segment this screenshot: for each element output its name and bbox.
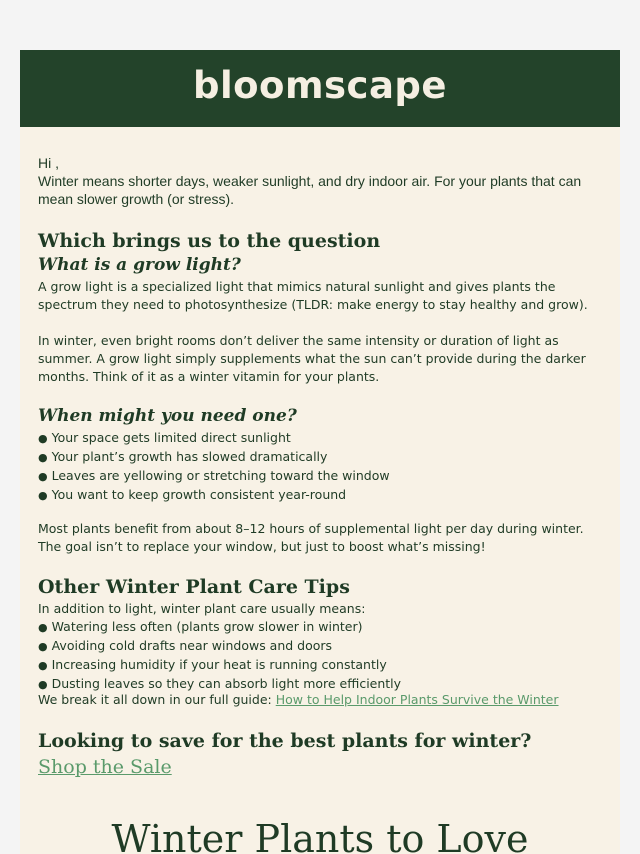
email-header <box>20 50 620 127</box>
list-item: ● Increasing humidity if your heat is running constantly <box>38 656 604 675</box>
tips-intro: In addition to light, winter plant care usually means: <box>38 601 366 616</box>
greeting-text: Hi , <box>38 155 59 171</box>
need-one-list <box>38 429 604 505</box>
guide-prefix: We break it all down in our full guide: <box>38 692 276 707</box>
list-item: ● Leaves are yellowing or stretching toward the window <box>38 467 604 486</box>
list-item: ● Your plant’s growth has slowed dramatically <box>38 448 604 467</box>
winter-plants-title: Winter Plants to Love <box>111 817 529 854</box>
list-item: ● Dusting leaves so they can absorb light more efficiently <box>38 675 604 694</box>
grow-light-paragraph-2: In winter, even bright rooms don’t deliver the same intensity or duration of light as summer. A grow light simply supplements what the sun can’t provide during the darker months. Think of it as a winter vitamin for your plants. <box>38 333 586 384</box>
list-item: ● Watering less often (plants grow slower in winter) <box>38 618 604 637</box>
winter-guide-link[interactable]: How to Help Indoor Plants Survive the Winter <box>275 692 559 707</box>
grow-light-paragraph-1: A grow light is a specialized light that mimics natural sunlight and gives plants the spectrum they need to photosynthesize (TLDR: make energy to stay healthy and grow). <box>38 279 588 312</box>
grow-light-subheading: What is a grow light? <box>38 255 241 275</box>
list-item: ● Avoiding cold drafts near windows and doors <box>38 637 604 656</box>
sale-heading: Looking to save for the best plants for winter? <box>38 730 532 752</box>
supplemental-light-paragraph: Most plants benefit from about 8–12 hours of supplemental light per day during winter. The goal isn’t to replace your window, but just to boost what’s missing! <box>38 521 584 554</box>
tips-list <box>38 618 604 694</box>
list-item: ● Your space gets limited direct sunlight <box>38 429 604 448</box>
question-heading: Which brings us to the question <box>38 230 381 252</box>
intro-block <box>38 154 604 208</box>
tips-heading: Other Winter Plant Care Tips <box>38 576 350 598</box>
intro-paragraph: Winter means shorter days, weaker sunlight, and dry indoor air. For your plants that can mean slower growth (or stress). <box>38 173 582 207</box>
brand-logo[interactable]: bloomscape <box>192 64 448 107</box>
need-one-heading: When might you need one? <box>38 406 297 426</box>
shop-sale-link[interactable]: Shop the Sale <box>38 756 172 778</box>
list-item: ● You want to keep growth consistent year-round <box>38 486 604 505</box>
guide-line <box>38 691 604 709</box>
email-body <box>20 127 620 854</box>
